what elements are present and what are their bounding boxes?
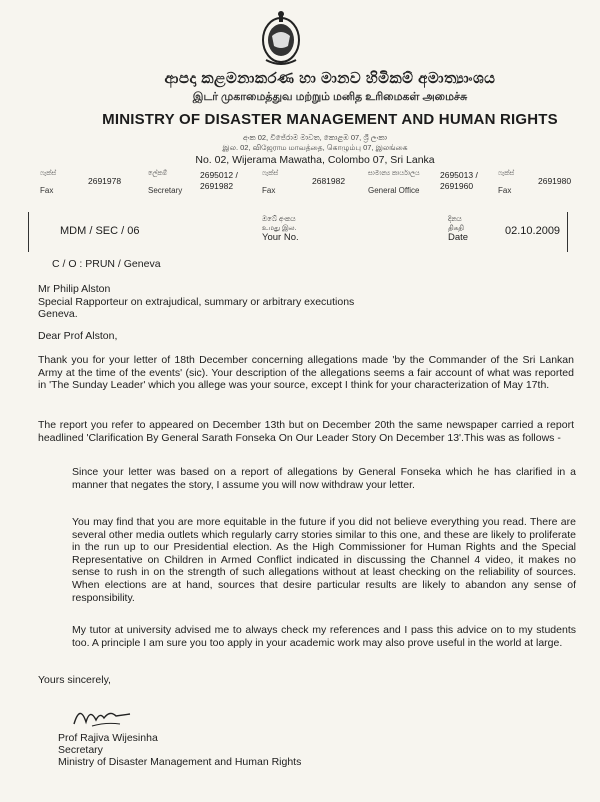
contact-number: 2695013 / 2691960 bbox=[440, 170, 478, 191]
ministry-title-english: MINISTRY OF DISASTER MANAGEMENT AND HUMAN RIGHTS bbox=[102, 111, 558, 128]
contact-number: 2691978 bbox=[88, 176, 122, 186]
salutation: Dear Prof Alston, bbox=[38, 330, 118, 342]
signature-icon bbox=[70, 702, 150, 730]
contact-label-en: Fax bbox=[262, 186, 276, 195]
recipient-title: Special Rapporteur on extrajudical, summary or arbitrary executions bbox=[38, 295, 355, 308]
sri-lanka-emblem-icon bbox=[258, 8, 304, 68]
ministry-title-sinhala: ආපදා කළමනාකරණ හා මානව හිමිකම් අමාත්‍යාංශය bbox=[164, 70, 496, 87]
quote-paragraph-2: You may find that you are more equitable in the future if you did not believe everything you read. There are several other media outlets which regularly carry stories similar to this one, and these are likely to proliferate in the run up to our Presidential election. As the High Commissioner for Human Rights and the Special Representative on Children in Armed Conflict indicated in discussing the Channel 4 video, it makes no sense to rush in on the strength of such allegations without at least checking on the reliability of sources. When elections are at hand, sources that desire particular results are likely to abandon any sense of responsibility. bbox=[72, 516, 576, 604]
reference-number: MDM / SEC / 06 bbox=[60, 225, 140, 237]
contact-label-si: සාමාන්‍ය කාර්යාලය bbox=[368, 170, 420, 177]
signer-organization: Ministry of Disaster Management and Human Rights bbox=[58, 756, 302, 768]
closing: Yours sincerely, bbox=[38, 674, 111, 686]
contact-label-si: ලේකම් bbox=[148, 170, 168, 177]
date-label-si: දිනය bbox=[448, 216, 462, 223]
address-sinhala: අංක 02, විජේරාම මාවත, කොළඹ 07, ශ්‍රී ලංකා bbox=[243, 133, 387, 142]
your-no-label-en: Your No. bbox=[262, 232, 299, 243]
contact-label-en: General Office bbox=[368, 186, 420, 195]
paragraph-2: The report you refer to appeared on December 13th but on December 20th the same newspaper carried a report headlined 'Clarification By General Sarath Fonseka On Our Leader Story On December 13'.This was as follows - bbox=[38, 419, 574, 444]
contact-general-office bbox=[368, 170, 478, 196]
signer-title: Secretary bbox=[58, 744, 103, 756]
quote-paragraph-1: Since your letter was based on a report of allegations by General Fonseka which he has clarified in a manner that negates the story, I assume you will now withdraw your letter. bbox=[72, 466, 576, 491]
contact-number: 2691980 bbox=[538, 176, 572, 186]
contact-row bbox=[0, 170, 600, 210]
contact-fax-3 bbox=[498, 170, 572, 196]
your-no-label-ta: உமது இல. bbox=[262, 225, 297, 232]
signer-name: Prof Rajiva Wijesinha bbox=[58, 732, 158, 744]
ministry-title-tamil: இடர் முகாமைத்துவ மற்றும் மனித உரிமைகள் அமைச்சு bbox=[192, 91, 468, 103]
contact-label-en: Fax bbox=[40, 186, 54, 195]
signature-block bbox=[58, 732, 301, 768]
address-english: No. 02, Wijerama Mawatha, Colombo 07, Sri Lanka bbox=[195, 154, 435, 166]
your-no-label bbox=[262, 215, 299, 242]
recipient-name: Mr Philip Alston bbox=[38, 283, 111, 295]
date-label bbox=[448, 215, 468, 242]
date-label-en: Date bbox=[448, 232, 469, 243]
contact-number: 2681982 bbox=[312, 176, 346, 186]
recipient-city: Geneva. bbox=[38, 308, 78, 321]
date-label-ta: திகதி bbox=[448, 225, 464, 232]
letter-date: 02.10.2009 bbox=[505, 225, 561, 237]
contact-label-en: Secretary bbox=[148, 186, 183, 195]
paragraph-1: Thank you for your letter of 18th December concerning allegations made 'by the Commander of the Sri Lankan Army at the time of the events' (sic). Your description of the allegations seems a fair account of what was reported in 'The Sunday Leader' which you allege was your source, except I think for your characterization of May 17th. bbox=[38, 354, 574, 392]
recipient-block bbox=[38, 283, 458, 321]
quote-paragraph-3: My tutor at university advised me to always check my references and I pass this advice on to my students too. A principle I am sure you too apply in your academic work may also prove useful in the world at large. bbox=[72, 624, 576, 649]
contact-fax-2 bbox=[262, 170, 346, 196]
contact-label-si: ෆැක්ස් bbox=[262, 170, 279, 177]
contact-secretary bbox=[148, 170, 238, 196]
address-tamil: இல. 02, விஜேராம மாவத்தை, கொழும்பு 07, இலங்கை bbox=[222, 143, 408, 152]
your-no-label-si: ඔබේ අංකය bbox=[262, 216, 296, 223]
contact-fax-1 bbox=[40, 170, 122, 196]
contact-label-si: ෆැක්ස් bbox=[498, 170, 515, 177]
care-of: C / O : PRUN / Geneva bbox=[52, 258, 161, 270]
contact-number: 2695012 / 2691982 bbox=[200, 170, 238, 191]
contact-label-en: Fax bbox=[498, 186, 512, 195]
contact-label-si: ෆැක්ස් bbox=[40, 170, 57, 177]
